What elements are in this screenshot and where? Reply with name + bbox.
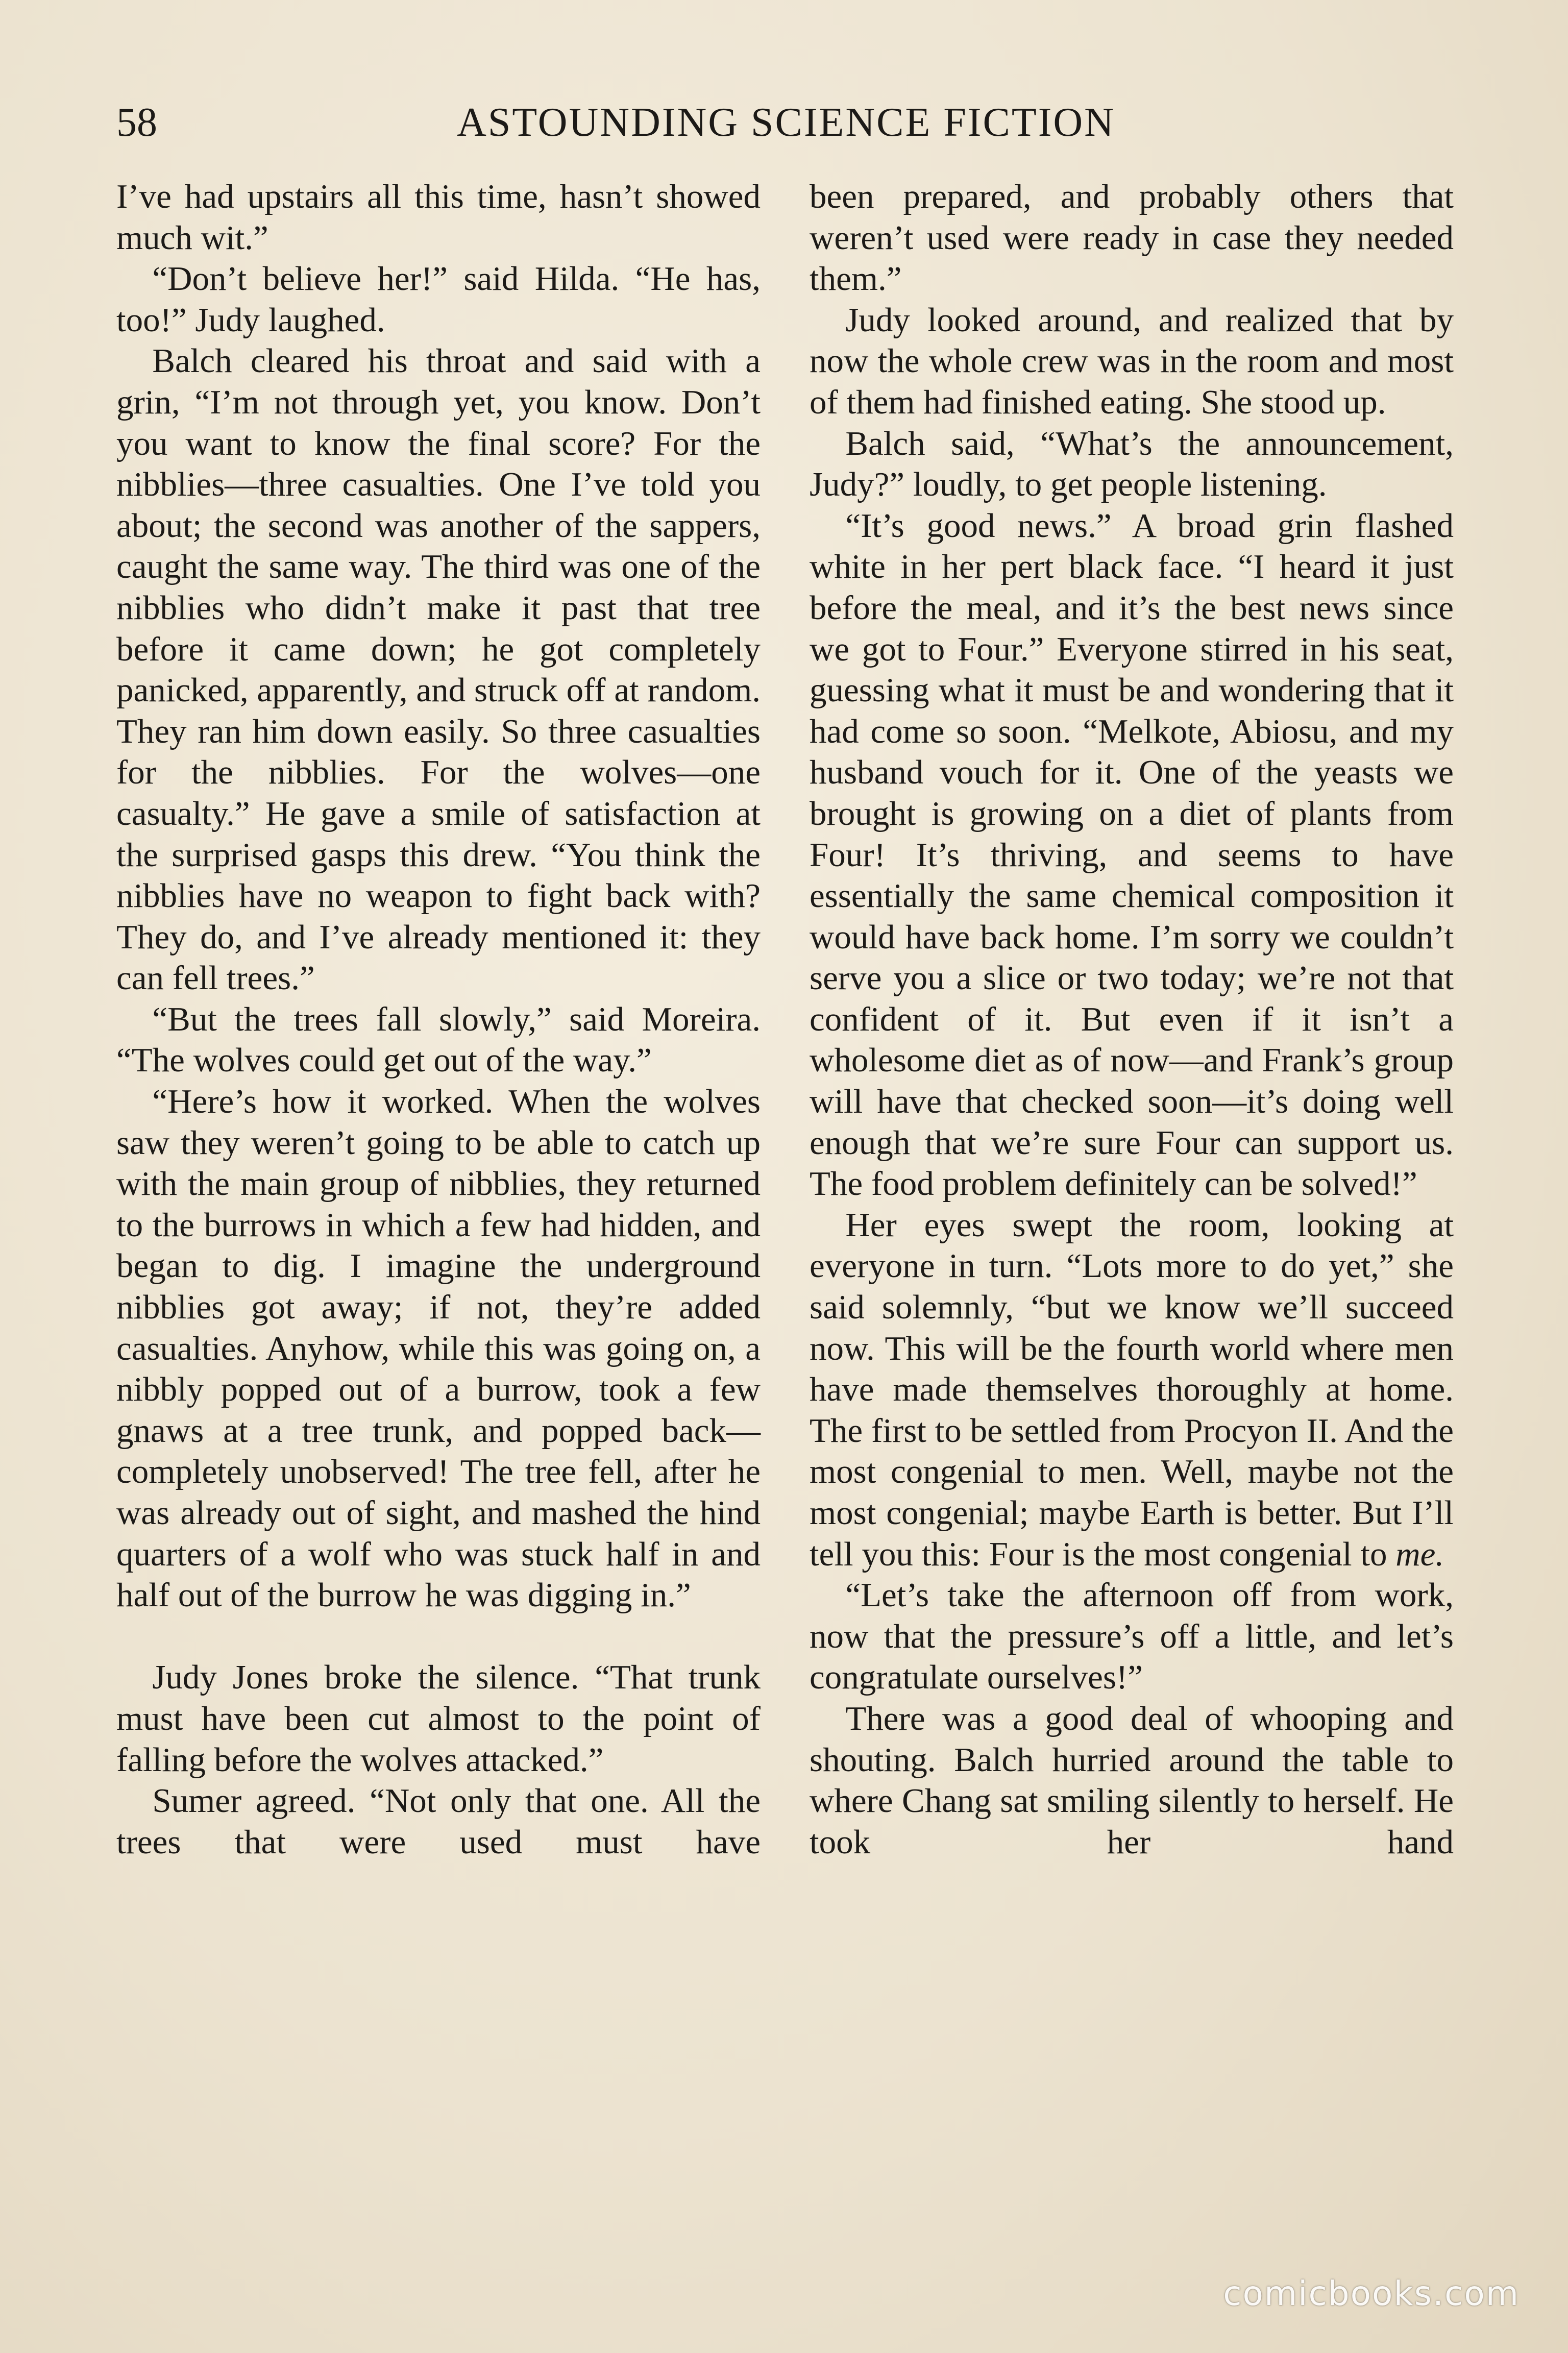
paragraph: Sumer agreed. “Not only that one. All the trees that were used must have <box>116 1782 761 1861</box>
paragraph: been prepared, and probably others that weren’t used were ready in case they needed them.” <box>810 178 1454 298</box>
paragraph: “It’s good news.” A broad grin flashed white in her pert black face. “I heard it just before the meal, and it’s the best news since we got to Four.” Everyone stirred in his seat, guessing what it must be and wondering that it had come so soon. “Melkote, Abiosu, and my husband vouch for it. One of the yeasts we brought is growing on a diet of plants from Four! It’s thriving, and seems to have essentially the same chemical composition it would have back home. I’m sorry we couldn’t serve you a slice or two today; we’re not that confident of it. But even if it isn’t a wholesome diet as of now—and Frank’s group will have that checked soon—it’s doing well enough that we’re sure Four can support us. The food problem definitely can be solved!” <box>810 506 1454 1203</box>
paragraph-text: Her eyes swept the room, looking at everyone in turn. “Lots more to do yet,” she said solemnly, “but we know we’ll succeed now. This will be the fourth world where men have made themselves thoroughly at home. The first to be settled from Procyon II. And the most congenial to men. Well, maybe not the most congenial; maybe Earth is better. But I’ll tell you this: Four is the most congenial to <box>810 1206 1454 1573</box>
emphasis: me. <box>1395 1535 1444 1573</box>
paragraph <box>810 1205 1454 1575</box>
paragraph: Balch cleared his throat and said with a grin, “I’m not through yet, you know. Don’t you want to know the final score? For the nibblies—three casualties. One I’ve told you about; the second was another of the sappers, caught the same way. The third was one of the nibblies who didn’t make it past that tree before it came down; he got completely panicked, apparently, and struck off at random. They ran him down easily. So three casualties for the nibblies. For the wolves—one casualty.” He gave a smile of satisfaction at the surprised gasps this drew. “You think the nibblies have no weapon to fight back with? They do, and I’ve already mentioned it: they can fell trees.” <box>116 342 761 997</box>
paragraph: Judy Jones broke the silence. “That trunk must have been cut almost to the point of falling before the wolves attacked.” <box>116 1658 761 1779</box>
page-number: 58 <box>116 100 157 145</box>
running-title: ASTOUNDING SCIENCE FICTION <box>457 100 1115 145</box>
left-column <box>116 176 761 1862</box>
paragraph: “But the trees fall slowly,” said Moreira. “The wolves could get out of the way.” <box>116 1000 761 1080</box>
paragraph: Balch said, “What’s the announcement, Judy?” loudly, to get people listening. <box>810 424 1454 504</box>
page-header <box>116 97 1456 153</box>
paragraph: “Don’t believe her!” said Hilda. “He has, too!” Judy laughed. <box>116 260 761 339</box>
paragraph: There was a good deal of whooping and shouting. Balch hurried around the table to where Chang sat smiling silently to herself. He took her hand <box>810 1699 1454 1861</box>
paragraph: Judy looked around, and realized that by now the whole crew was in the room and most of them had finished eating. She stood up. <box>810 301 1454 421</box>
paragraph: I’ve had upstairs all this time, hasn’t showed much wit.” <box>116 178 761 257</box>
watermark: comicbooks.com <box>1223 2274 1520 2313</box>
right-column <box>810 176 1454 1862</box>
paragraph: “Here’s how it worked. When the wolves saw they weren’t going to be able to catch up with the main group of nibblies, they returned to the burrows in which a few had hidden, and began to dig. I imagine the underground nibblies got away; if not, they’re added casualties. Anyhow, while this was going on, a nibbly popped out of a burrow, took a few gnaws at a tree trunk, and popped back—completely unobserved! The tree fell, after he was already out of sight, and mashed the hind quarters of a wolf who was stuck half in and half out of the burrow he was digging in.” <box>116 1083 761 1614</box>
paragraph: “Let’s take the afternoon off from work, now that the pressure’s off a little, and let’s congratulate ourselves!” <box>810 1576 1454 1697</box>
